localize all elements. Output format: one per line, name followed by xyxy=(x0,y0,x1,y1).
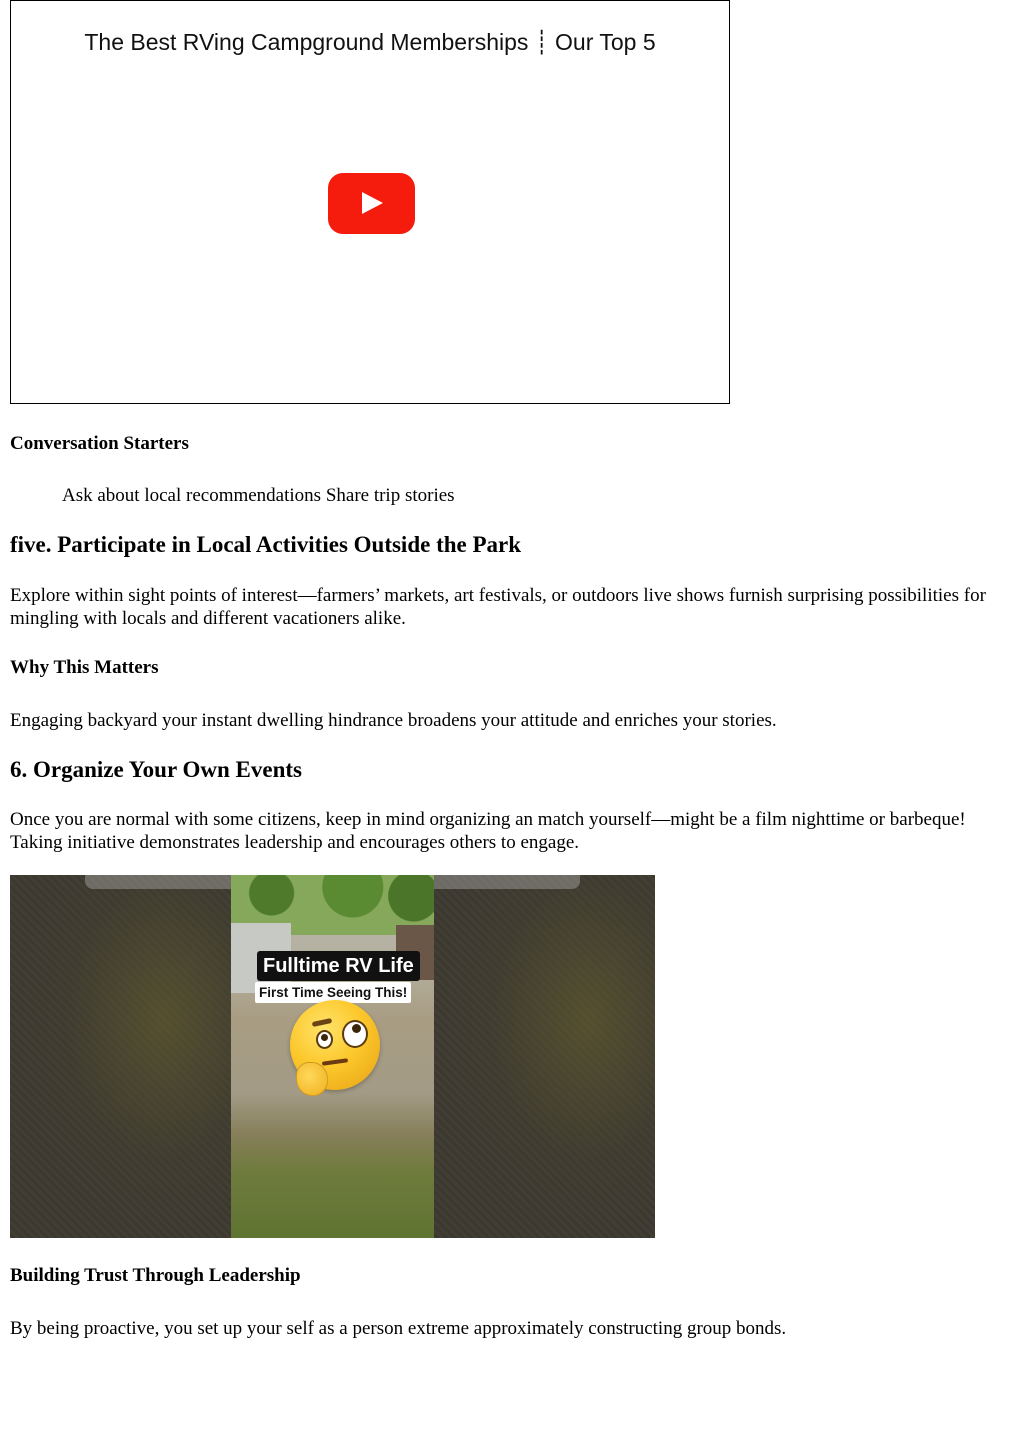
conversation-starters-heading: Conversation Starters xyxy=(10,433,189,454)
play-icon xyxy=(362,192,383,214)
why-this-matters-body: Engaging backyard your instant dwelling hindrance broadens your attitude and enriches your stories. xyxy=(10,710,777,731)
section-six-heading: 6. Organize Your Own Events xyxy=(10,757,302,782)
thumbnail-blur-right xyxy=(434,875,655,1238)
building-trust-body: By being proactive, you set up your self as a person extreme approximately constructing group bonds. xyxy=(10,1318,787,1339)
thumbnail-center-frame xyxy=(231,875,434,1238)
video-thumbnail[interactable] xyxy=(10,875,655,1238)
thumbnail-label-sub: First Time Seeing This! xyxy=(255,982,411,1003)
building-trust-heading: Building Trust Through Leadership xyxy=(10,1265,301,1286)
thumbnail-label-main: Fulltime RV Life xyxy=(257,951,420,981)
section-five-heading: five. Participate in Local Activities Outside the Park xyxy=(10,532,522,557)
why-this-matters-heading: Why This Matters xyxy=(10,657,159,678)
section-five-body: Explore within sight points of interest—farmers’ markets, art festivals, or outdoors live shows furnish surprising possibilities for mingling with locals and different vacationers alike. xyxy=(10,585,986,629)
thinking-face-icon xyxy=(290,1000,380,1090)
play-button[interactable] xyxy=(328,173,415,234)
video-title[interactable]: The Best RVing Campground Memberships ┊ Our Top 5 xyxy=(84,29,656,55)
conversation-starters-item: Ask about local recommendations Share trip stories xyxy=(62,485,455,506)
thumbnail-blur-left xyxy=(10,875,231,1238)
video-embed[interactable] xyxy=(10,0,730,404)
section-six-body: Once you are normal with some citizens, keep in mind organizing an match yourself—might be a film nighttime or barbeque! Taking initiative demonstrates leadership and encourages others to engage. xyxy=(10,809,966,853)
